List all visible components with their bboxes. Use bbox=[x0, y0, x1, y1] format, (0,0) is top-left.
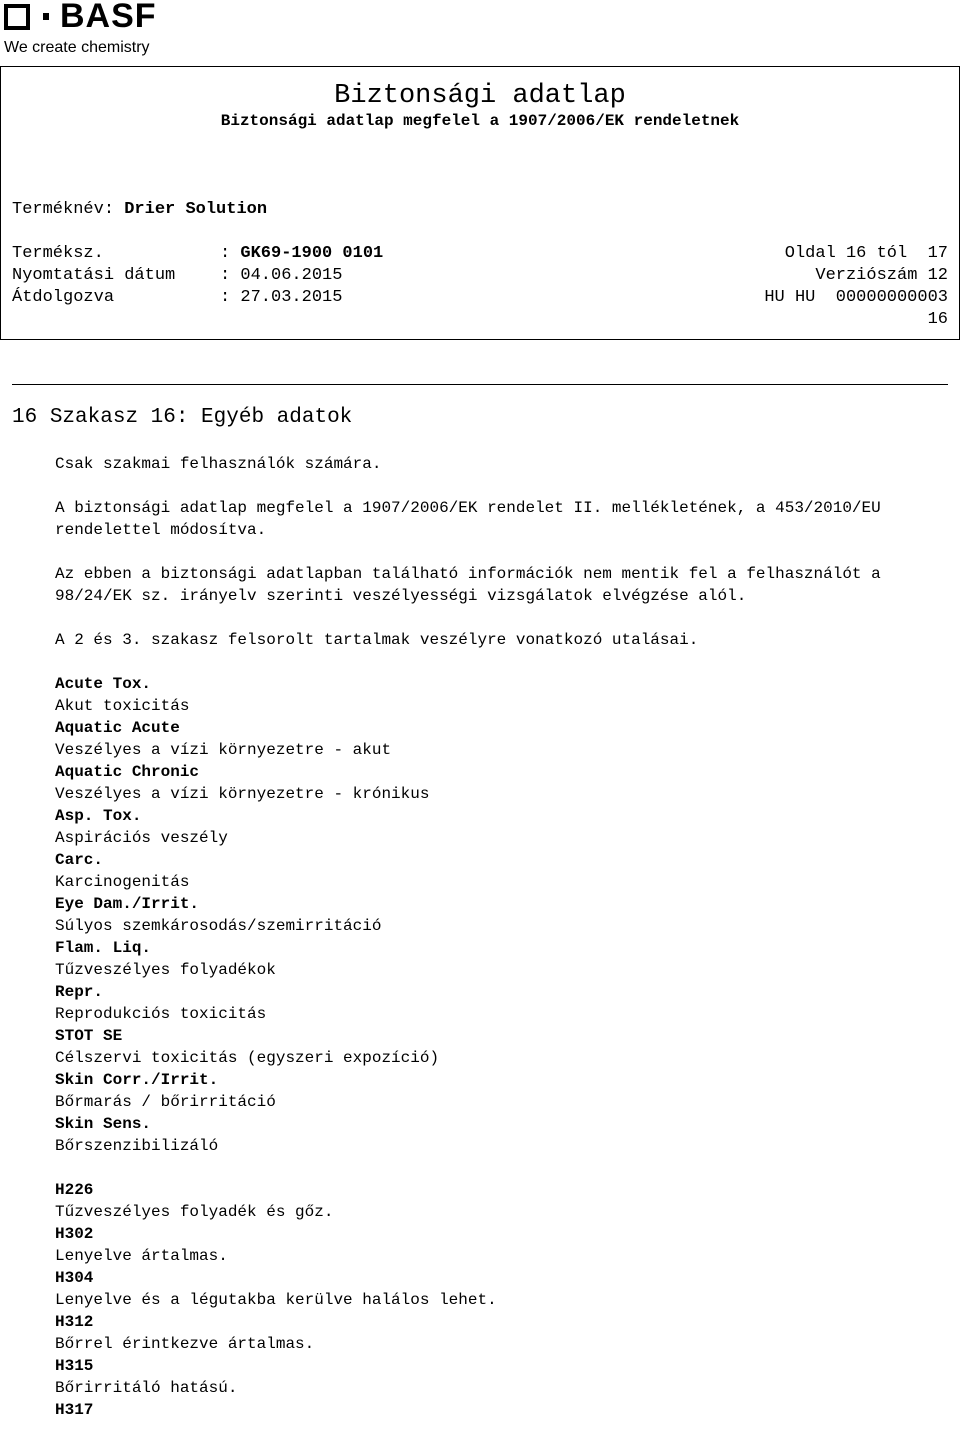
meta-label-print-date: Nyomtatási dátum bbox=[12, 266, 176, 285]
paragraph: A biztonsági adatlap megfelel a 1907/2006/EK rendelet II. mellékletének, a 453/2010/EU rendelettel módosítva. bbox=[55, 499, 881, 539]
abbreviation-code: Aquatic Chronic bbox=[55, 763, 200, 781]
page-number: Oldal 16 tól 17 bbox=[784, 244, 948, 263]
paragraph: Az ebben a biztonsági adatlapban található információk nem mentik fel a felhasználót a 98/24/EK sz. irányelv szerinti veszélyességi vizsgálatok elvégzése alól. bbox=[55, 565, 881, 605]
hazard-text: Bőrrel érintkezve ártalmas. bbox=[55, 1335, 315, 1353]
abbreviation-code: Eye Dam./Irrit. bbox=[55, 895, 200, 913]
paragraph: Csak szakmai felhasználók számára. bbox=[55, 455, 382, 473]
abbreviation-text: Reprodukciós toxicitás bbox=[55, 1005, 267, 1023]
abbreviation-code: STOT SE bbox=[55, 1027, 123, 1045]
abbreviation-code: Flam. Liq. bbox=[55, 939, 152, 957]
product-number-value: GK69-1900 0101 bbox=[240, 244, 384, 263]
separator-line bbox=[12, 384, 948, 385]
hazard-text: Tűzveszélyes folyadék és gőz. bbox=[55, 1203, 334, 1221]
abbreviation-code: Carc. bbox=[55, 851, 104, 869]
hazard-code: H304 bbox=[55, 1269, 94, 1287]
abbreviation-text: Tűzveszélyes folyadékok bbox=[55, 961, 276, 979]
abbreviation-code: Skin Corr./Irrit. bbox=[55, 1071, 219, 1089]
logo-square-outline-icon bbox=[4, 4, 30, 30]
product-name-label: Terméknév: bbox=[12, 200, 115, 219]
product-name-row bbox=[12, 199, 267, 221]
product-name-value: Drier Solution bbox=[124, 200, 268, 219]
abbreviation-text: Bőrszenzibilizáló bbox=[55, 1137, 219, 1155]
hazard-statement-list bbox=[55, 1179, 955, 1421]
paragraph: A 2 és 3. szakasz felsorolt tartalmak veszélyre vonatkozó utalásai. bbox=[55, 631, 699, 649]
section-number: 16 bbox=[12, 406, 38, 429]
hazard-code: H302 bbox=[55, 1225, 94, 1243]
abbreviation-code: Skin Sens. bbox=[55, 1115, 152, 1133]
document-code: HU HU 00000000003 bbox=[764, 288, 948, 307]
meta-row-print-date: : 04.06.2015 bbox=[220, 266, 343, 285]
abbreviation-text: Akut toxicitás bbox=[55, 697, 190, 715]
abbreviation-list bbox=[55, 673, 955, 1157]
hazard-text: Lenyelve és a légutakba kerülve halálos lehet. bbox=[55, 1291, 497, 1309]
logo-tagline: We create chemistry bbox=[4, 39, 150, 56]
abbreviation-text: Bőrmarás / bőrirritáció bbox=[55, 1093, 276, 1111]
meta-row-revised: : 27.03.2015 bbox=[220, 288, 343, 307]
section-title: Szakasz 16: Egyéb adatok bbox=[49, 406, 353, 429]
section-heading bbox=[12, 405, 352, 431]
hazard-code: H312 bbox=[55, 1313, 94, 1331]
document-subtitle: Biztonsági adatlap megfelel a 1907/2006/EK rendeletnek bbox=[220, 112, 740, 130]
section-body bbox=[55, 453, 955, 1421]
hazard-text: Bőrirritáló hatású. bbox=[55, 1379, 238, 1397]
document-code-suffix: 16 bbox=[927, 310, 948, 329]
basf-logo bbox=[4, 2, 204, 60]
abbreviation-text: Célszervi toxicitás (egyszeri expozíció) bbox=[55, 1049, 440, 1067]
abbreviation-text: Súlyos szemkárosodás/szemirritáció bbox=[55, 917, 382, 935]
abbreviation-code: Repr. bbox=[55, 983, 104, 1001]
hazard-text: Lenyelve ártalmas. bbox=[55, 1247, 228, 1265]
print-date-value: 04.06.2015 bbox=[240, 266, 343, 285]
abbreviation-text: Veszélyes a vízi környezetre - krónikus bbox=[55, 785, 430, 803]
abbreviation-text: Karcinogenitás bbox=[55, 873, 190, 891]
version-number: Verziószám 12 bbox=[815, 266, 948, 285]
hazard-code: H226 bbox=[55, 1181, 94, 1199]
abbreviation-text: Aspirációs veszély bbox=[55, 829, 228, 847]
meta-row-product-number: : GK69-1900 0101 bbox=[220, 244, 384, 263]
logo-dash-icon bbox=[43, 13, 49, 20]
hazard-code: H317 bbox=[55, 1401, 94, 1419]
logo-wordmark: BASF bbox=[60, 0, 157, 35]
hazard-code: H315 bbox=[55, 1357, 94, 1375]
abbreviation-text: Veszélyes a vízi környezetre - akut bbox=[55, 741, 392, 759]
revised-date-value: 27.03.2015 bbox=[240, 288, 343, 307]
abbreviation-code: Asp. Tox. bbox=[55, 807, 142, 825]
meta-label-product-number: Terméksz. bbox=[12, 244, 104, 263]
abbreviation-code: Aquatic Acute bbox=[55, 719, 180, 737]
document-title: Biztonsági adatlap bbox=[334, 81, 626, 111]
abbreviation-code: Acute Tox. bbox=[55, 675, 152, 693]
meta-label-revised: Átdolgozva bbox=[12, 288, 115, 307]
